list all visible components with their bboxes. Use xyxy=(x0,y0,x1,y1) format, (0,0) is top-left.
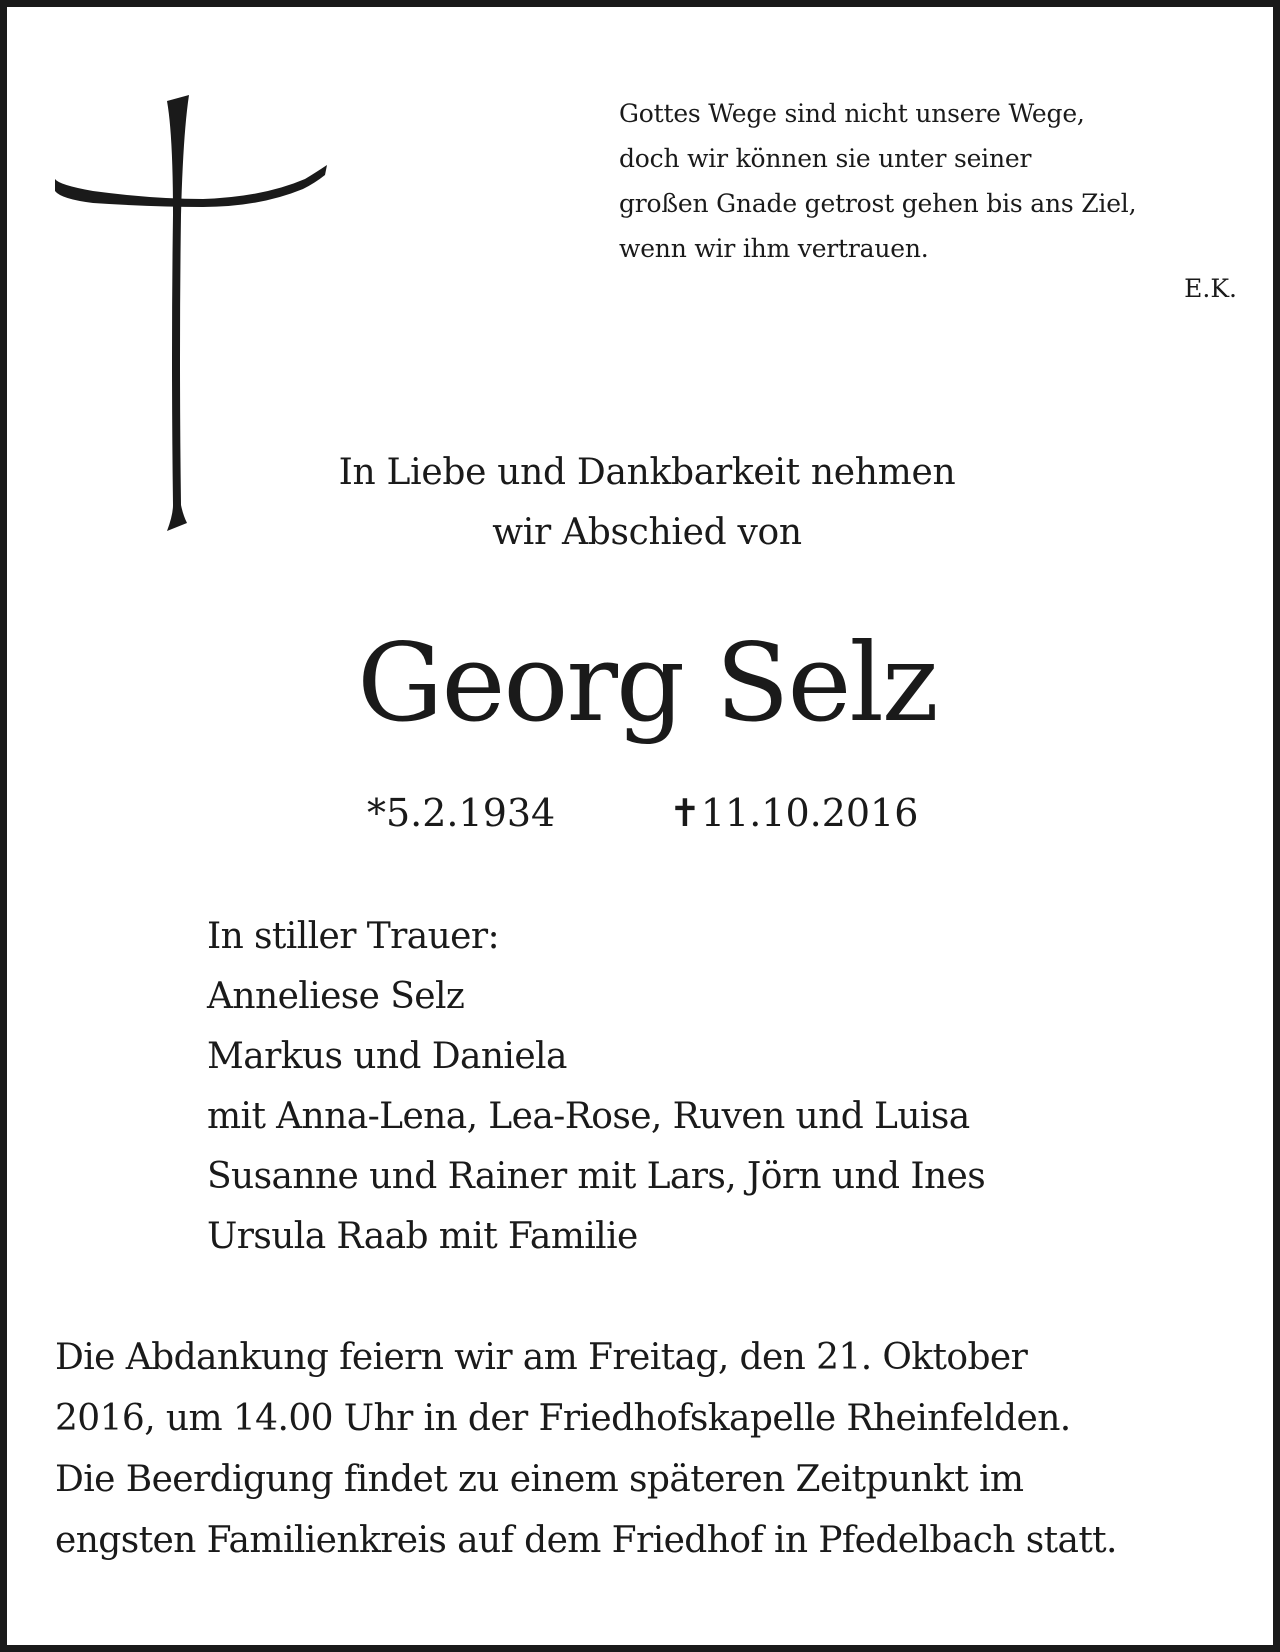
mourner-line: Ursula Raab mit Familie xyxy=(207,1216,638,1257)
mourner-line: Anneliese Selz xyxy=(207,976,465,1017)
quote-line: wenn wir ihm vertrauen. xyxy=(619,234,929,263)
quote-author: E.K. xyxy=(1184,274,1237,303)
quote-block xyxy=(619,91,1259,271)
mourners-list xyxy=(207,907,1187,1267)
notice-line: 2016, um 14.00 Uhr in der Friedhofskapelle Rheinfelden. xyxy=(55,1398,1071,1439)
quote-line: doch wir können sie unter seiner xyxy=(619,144,1032,173)
birth-date: *5.2.1934 xyxy=(367,791,556,835)
notice-line: Die Abdankung feiern wir am Freitag, den 21. Oktober xyxy=(55,1337,1028,1378)
deceased-name: Georg Selz xyxy=(357,621,937,746)
mourner-line: Susanne und Rainer mit Lars, Jörn und Ines xyxy=(207,1156,986,1197)
notice-line: Die Beerdigung findet zu einem späteren Zeitpunkt im xyxy=(55,1459,1024,1500)
quote-line: Gottes Wege sind nicht unsere Wege, xyxy=(619,99,1085,128)
notice-line: engsten Familienkreis auf dem Friedhof in Pfedelbach statt. xyxy=(55,1520,1117,1561)
funeral-notice xyxy=(55,1327,1255,1571)
intro-line: wir Abschied von xyxy=(492,512,802,553)
mourner-line: Markus und Daniela xyxy=(207,1036,567,1077)
mourners-heading: In stiller Trauer: xyxy=(207,916,500,957)
quote-line: großen Gnade getrost gehen bis ans Ziel, xyxy=(619,189,1137,218)
intro-line: In Liebe und Dankbarkeit nehmen xyxy=(338,452,956,493)
mourner-line: mit Anna-Lena, Lea-Rose, Ruven und Luisa xyxy=(207,1096,970,1137)
death-date: ✝11.10.2016 xyxy=(669,791,919,835)
intro-text xyxy=(247,443,1047,563)
